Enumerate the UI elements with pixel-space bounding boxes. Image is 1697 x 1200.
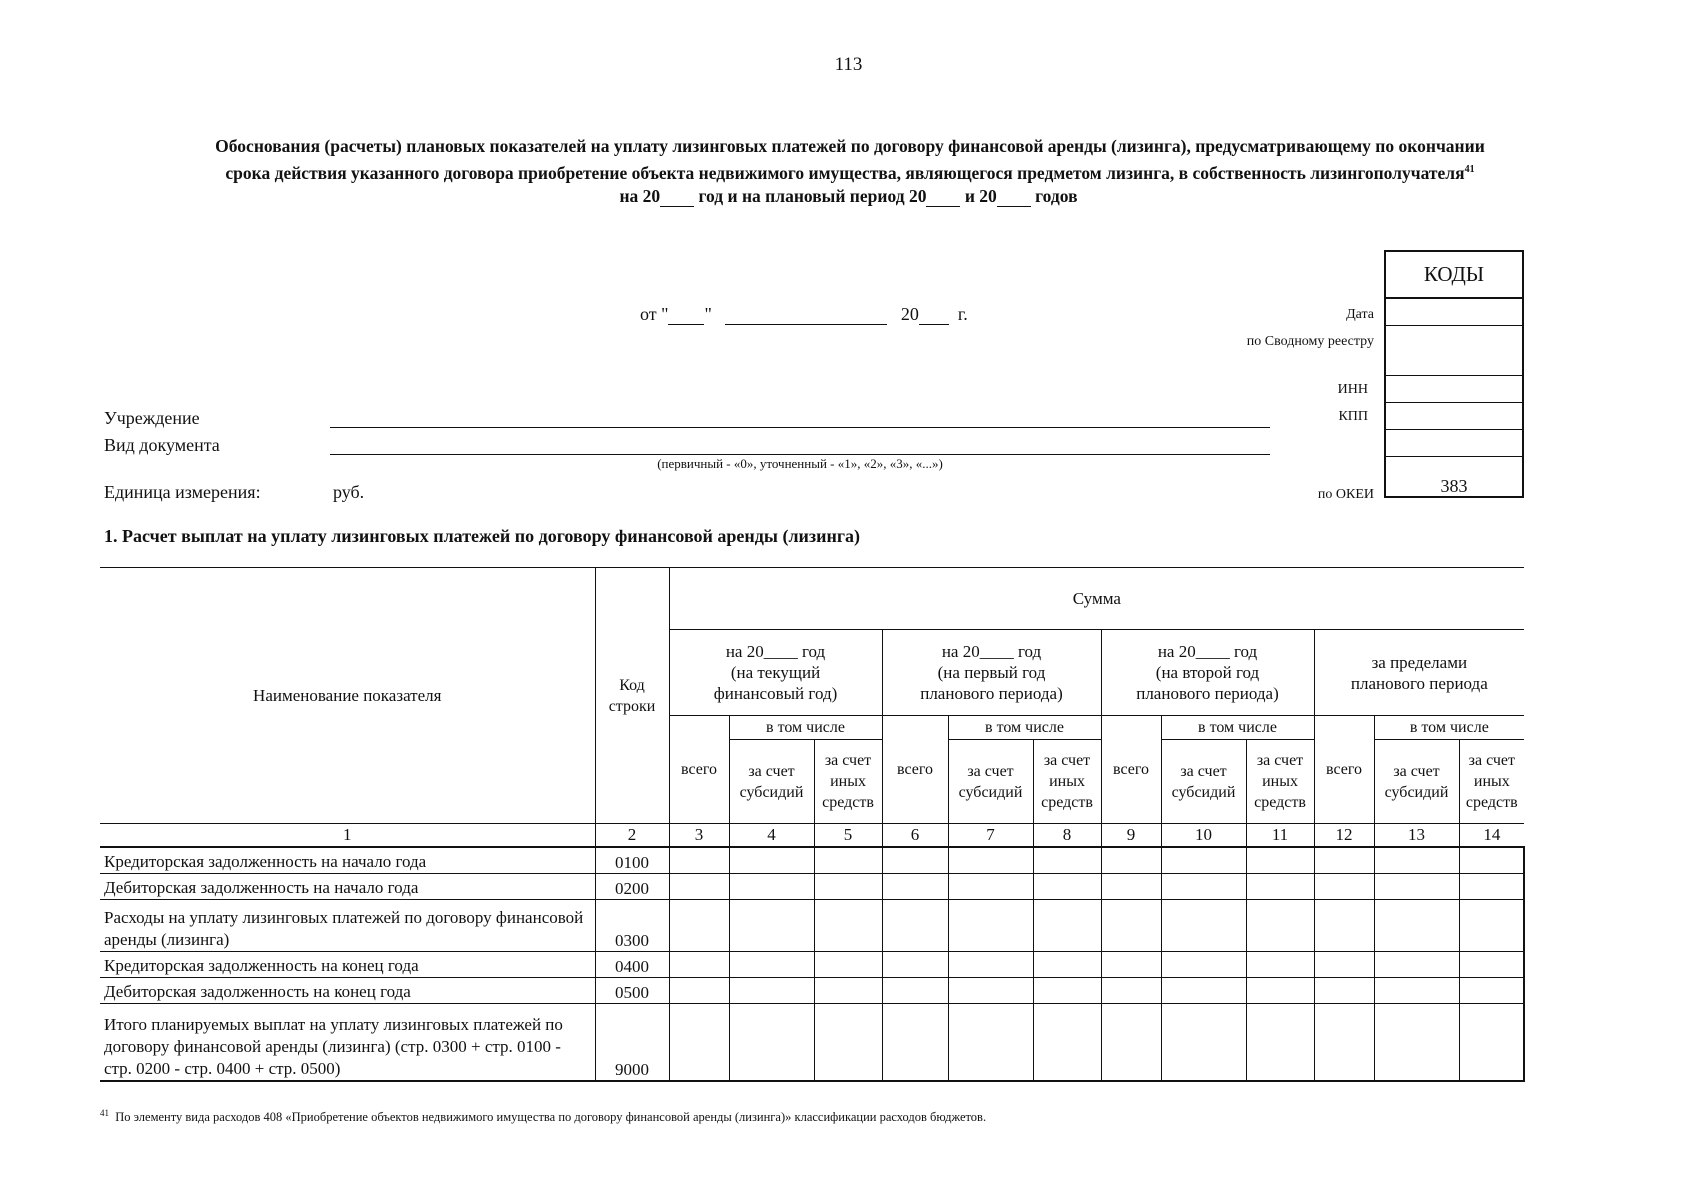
value-cell[interactable] [882, 873, 948, 899]
value-cell[interactable] [669, 873, 729, 899]
okei-code-cell[interactable]: 383 [1440, 476, 1468, 496]
col-number: 11 [1246, 824, 1314, 848]
value-cell[interactable] [669, 977, 729, 1003]
value-cell[interactable] [1314, 951, 1374, 977]
including-header-3: в том числе [1161, 716, 1314, 740]
value-cell[interactable] [1314, 873, 1374, 899]
value-cell[interactable] [1459, 1003, 1524, 1081]
period-first-plan-header: на 20____ год (на первый год планового периода) [882, 630, 1101, 716]
value-cell[interactable] [1314, 847, 1374, 873]
institution-field[interactable] [330, 427, 1270, 428]
value-cell[interactable] [1161, 977, 1246, 1003]
value-cell[interactable] [1459, 951, 1524, 977]
value-cell[interactable] [1101, 977, 1161, 1003]
value-cell[interactable] [1033, 1003, 1101, 1081]
date-code-cell[interactable] [1386, 299, 1522, 326]
value-cell[interactable] [1161, 847, 1246, 873]
month-blank[interactable] [725, 306, 887, 325]
unit-label: Единица измерения: [104, 482, 261, 502]
col-number: 1 [100, 824, 595, 848]
table-row [100, 873, 1524, 899]
total-header-3: всего [1101, 716, 1161, 824]
value-cell[interactable] [729, 977, 814, 1003]
value-cell[interactable] [729, 873, 814, 899]
row-name: Кредиторская задолженность на конец года [100, 951, 595, 977]
period-line: на 20 год и на плановый период 20 и 20 годов [619, 186, 1078, 206]
col-name-header: Наименование показателя [100, 568, 595, 824]
codes-box [1384, 250, 1524, 498]
other-header-4: за счет иных средств [1459, 740, 1524, 824]
value-cell[interactable] [1101, 873, 1161, 899]
row-code: 9000 [595, 1003, 669, 1081]
row-code: 0500 [595, 977, 669, 1003]
footnote: $^{41}$ По элементу вида расходов 408 «Приобретение объектов недвижимого имущества по договору финансовой аренды (лизинга)» классификации расходов бюджетов. [100, 1108, 987, 1125]
institution-label: Учреждение [104, 408, 200, 428]
other-header-3: за счет иных средств [1246, 740, 1314, 824]
value-cell[interactable] [729, 899, 814, 951]
value-cell[interactable] [1374, 899, 1459, 951]
kpp-code-cell[interactable] [1386, 403, 1522, 430]
value-cell[interactable] [814, 847, 882, 873]
table-row [100, 899, 1524, 951]
row-code: 0400 [595, 951, 669, 977]
col-number: 5 [814, 824, 882, 848]
kpp-label: КПП [1338, 409, 1368, 424]
inn-label: ИНН [1337, 382, 1368, 397]
table-body [100, 847, 1524, 1081]
date-label: Дата [1346, 307, 1374, 322]
subsidy-header-3: за счет субсидий [1161, 740, 1246, 824]
total-header-4: всего [1314, 716, 1374, 824]
value-cell[interactable] [948, 899, 1033, 951]
value-cell[interactable] [814, 899, 882, 951]
value-cell[interactable] [1314, 1003, 1374, 1081]
value-cell[interactable] [1314, 899, 1374, 951]
row-name: Расходы на уплату лизинговых платежей по договору финансовой аренды (лизинга) [100, 899, 595, 951]
value-cell[interactable] [1374, 873, 1459, 899]
value-cell[interactable] [1459, 873, 1524, 899]
title-footnote-ref: 41 [1464, 164, 1475, 175]
value-cell[interactable] [1459, 977, 1524, 1003]
day-blank[interactable] [668, 306, 704, 325]
row-code: 0200 [595, 873, 669, 899]
col-number: 7 [948, 824, 1033, 848]
plan-year-2-blank[interactable] [997, 188, 1031, 207]
value-cell[interactable] [729, 1003, 814, 1081]
value-cell[interactable] [1101, 847, 1161, 873]
value-cell[interactable] [1161, 899, 1246, 951]
value-cell[interactable] [1033, 977, 1101, 1003]
doc-type-label: Вид документа [104, 435, 220, 455]
other-header-1: за счет иных средств [814, 740, 882, 824]
row-code: 0300 [595, 899, 669, 951]
value-cell[interactable] [882, 977, 948, 1003]
document-title [100, 134, 1600, 185]
value-cell[interactable] [814, 1003, 882, 1081]
col-number: 14 [1459, 824, 1524, 848]
value-cell[interactable] [814, 951, 882, 977]
col-number: 13 [1374, 824, 1459, 848]
value-cell[interactable] [814, 873, 882, 899]
value-cell[interactable] [1374, 1003, 1459, 1081]
plan-year-1-blank[interactable] [926, 188, 960, 207]
date-year-blank[interactable] [919, 306, 949, 325]
col-number: 2 [595, 824, 669, 848]
value-cell[interactable] [1033, 847, 1101, 873]
codes-header: КОДЫ [1386, 252, 1522, 299]
col-number: 9 [1101, 824, 1161, 848]
value-cell[interactable] [1459, 847, 1524, 873]
page-number: 113 [834, 54, 863, 75]
including-header-4: в том числе [1374, 716, 1524, 740]
col-number: 10 [1161, 824, 1246, 848]
other-header-2: за счет иных средств [1033, 740, 1101, 824]
row-name: Кредиторская задолженность на начало года [100, 847, 595, 873]
table-row [100, 977, 1524, 1003]
value-cell[interactable] [1374, 847, 1459, 873]
row-name: Дебиторская задолженность на конец года [100, 977, 595, 1003]
doc-type-hint: (первичный - «0», уточненный - «1», «2», «3», «...») [657, 456, 943, 471]
value-cell[interactable] [669, 899, 729, 951]
value-cell[interactable] [669, 847, 729, 873]
value-cell[interactable] [1459, 899, 1524, 951]
col-number: 3 [669, 824, 729, 848]
value-cell[interactable] [729, 847, 814, 873]
inn-code-cell[interactable] [1386, 376, 1522, 403]
including-header-1: в том числе [729, 716, 882, 740]
value-cell[interactable] [1161, 1003, 1246, 1081]
value-cell[interactable] [1246, 847, 1314, 873]
including-header-2: в том числе [948, 716, 1101, 740]
value-cell[interactable] [882, 1003, 948, 1081]
title-line-2: срока действия указанного договора приобретение объекта недвижимого имущества, являющегося предметом лизинга, в собственность лизингополучателя$^{41}$ [225, 162, 1475, 183]
total-header-1: всего [669, 716, 729, 824]
subsidy-header-1: за счет субсидий [729, 740, 814, 824]
value-cell[interactable] [882, 899, 948, 951]
value-cell[interactable] [882, 847, 948, 873]
table-row [100, 951, 1524, 977]
value-cell[interactable] [1033, 899, 1101, 951]
value-cell[interactable] [1246, 899, 1314, 951]
value-cell[interactable] [814, 977, 882, 1003]
value-cell[interactable] [1033, 951, 1101, 977]
table-row [100, 1003, 1524, 1081]
value-cell[interactable] [1246, 977, 1314, 1003]
period-beyond-header: за пределами планового периода [1314, 630, 1524, 716]
value-cell[interactable] [1246, 873, 1314, 899]
row-name: Дебиторская задолженность на начало года [100, 873, 595, 899]
col-code-header: Код строки [595, 568, 669, 824]
value-cell[interactable] [1374, 951, 1459, 977]
doc-type-field[interactable] [330, 454, 1270, 455]
section-title: 1. Расчет выплат на уплату лизинговых платежей по договору финансовой аренды (лизинга) [104, 526, 861, 546]
col-number: 6 [882, 824, 948, 848]
value-cell[interactable] [729, 951, 814, 977]
value-cell[interactable] [948, 977, 1033, 1003]
value-cell[interactable] [1314, 977, 1374, 1003]
value-cell[interactable] [669, 1003, 729, 1081]
value-cell[interactable] [948, 847, 1033, 873]
col-number: 8 [1033, 824, 1101, 848]
sum-header: Сумма [669, 568, 1524, 630]
value-cell[interactable] [1374, 977, 1459, 1003]
year-blank[interactable] [660, 188, 694, 207]
registry-label: по Сводному реестру [1246, 334, 1374, 349]
row-code: 0100 [595, 847, 669, 873]
value-cell[interactable] [948, 951, 1033, 977]
document-date-line: от " " 20 г. [640, 304, 968, 324]
value-cell[interactable] [882, 951, 948, 977]
title-line-1: Обоснования (расчеты) плановых показателей на уплату лизинговых платежей по договору финансовой аренды (лизинга), предусматривающему по окончании [215, 136, 1485, 156]
value-cell[interactable] [1033, 873, 1101, 899]
doc-type-code-cell[interactable] [1386, 430, 1522, 457]
value-cell[interactable] [948, 873, 1033, 899]
value-cell[interactable] [1246, 1003, 1314, 1081]
value-cell[interactable] [1101, 951, 1161, 977]
value-cell[interactable] [669, 951, 729, 977]
registry-code-cell[interactable] [1386, 326, 1522, 376]
value-cell[interactable] [1101, 899, 1161, 951]
payments-table [100, 567, 1525, 1082]
value-cell[interactable] [1246, 951, 1314, 977]
subsidy-header-2: за счет субсидий [948, 740, 1033, 824]
okei-label: по ОКЕИ [1317, 487, 1374, 502]
col-number: 12 [1314, 824, 1374, 848]
row-name: Итого планируемых выплат на уплату лизинговых платежей по договору финансовой аренды (лизинга) (стр. 0300 + стр. 0100 - стр. 0200 - стр. 0400 + стр. 0500) [100, 1003, 595, 1081]
total-header-2: всего [882, 716, 948, 824]
period-second-plan-header: на 20____ год (на второй год планового периода) [1101, 630, 1314, 716]
value-cell[interactable] [1101, 1003, 1161, 1081]
value-cell[interactable] [948, 1003, 1033, 1081]
subsidy-header-4: за счет субсидий [1374, 740, 1459, 824]
col-number: 4 [729, 824, 814, 848]
value-cell[interactable] [1161, 951, 1246, 977]
value-cell[interactable] [1161, 873, 1246, 899]
table-row [100, 847, 1524, 873]
period-current-header: на 20____ год (на текущий финансовый год) [669, 630, 882, 716]
unit-value: руб. [333, 482, 365, 502]
